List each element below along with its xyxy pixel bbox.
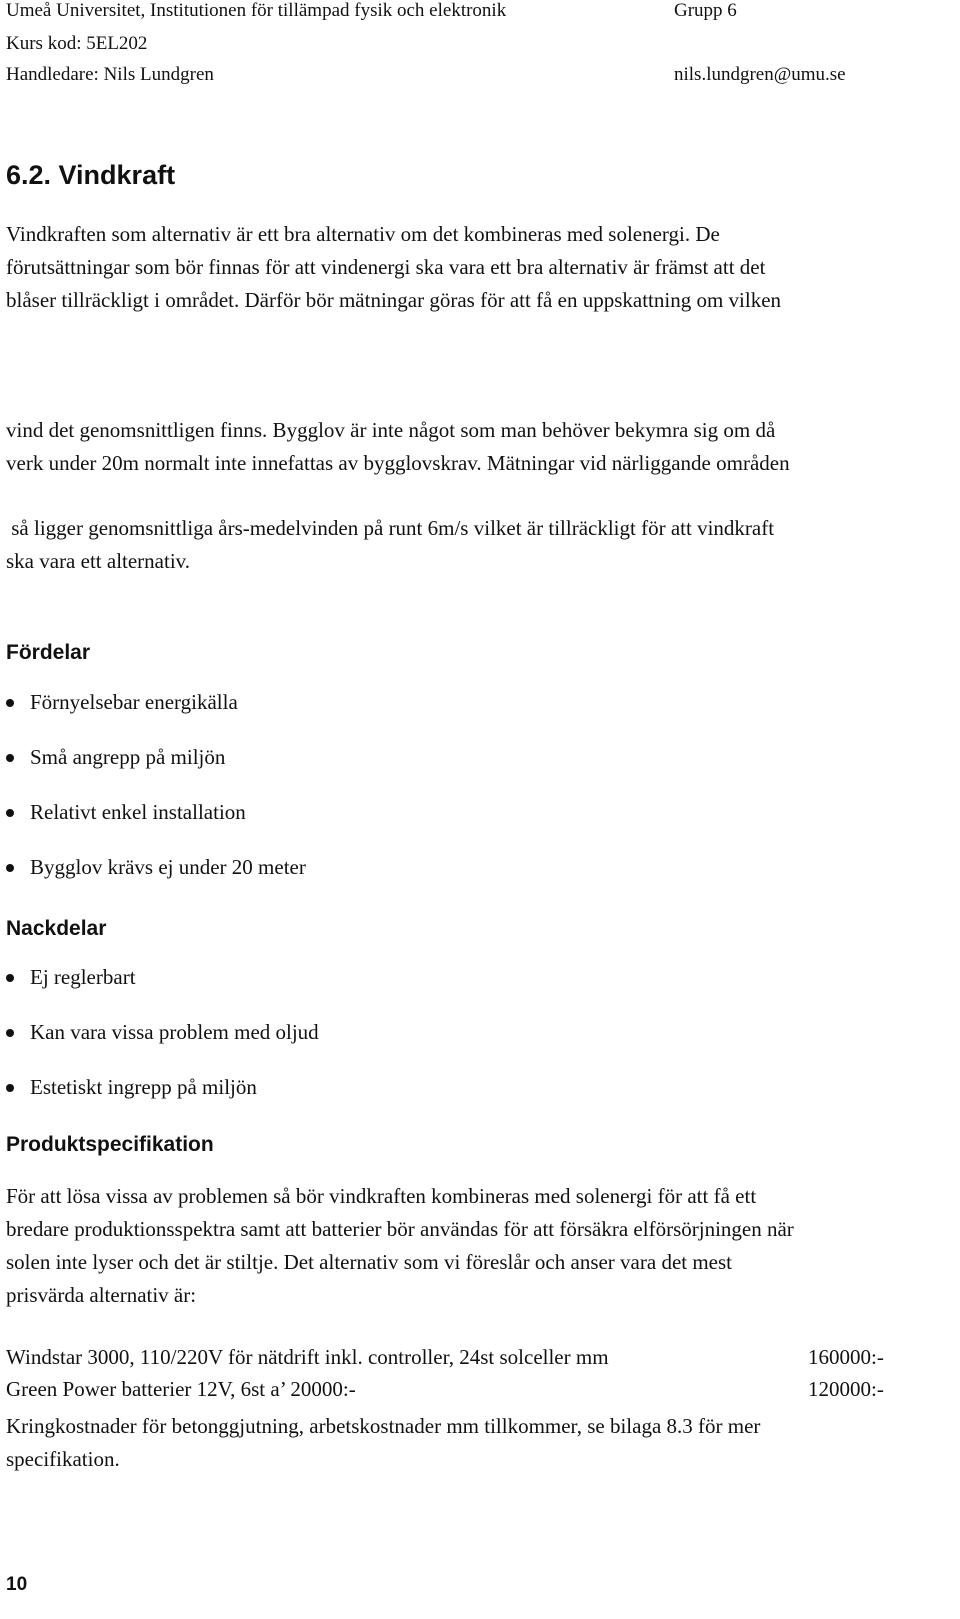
- continued-line: vind det genomsnittligen finns. Bygglov är inte något som man behöver bekymra sig om då: [6, 418, 776, 442]
- price-row: [6, 1345, 906, 1378]
- advantage-item: [6, 686, 238, 719]
- price-amount: 120000:-: [808, 1377, 884, 1401]
- product-spec-line: För att lösa vissa av problemen så bör vindkraften kombineras med solenergi för att få ett: [6, 1184, 757, 1208]
- header-email: nils.lundgren@umu.se: [674, 64, 846, 85]
- advantage-text: Små angrepp på miljön: [30, 745, 226, 769]
- measurement-line: ska vara ett alternativ.: [6, 549, 191, 573]
- price-row: [6, 1377, 906, 1410]
- advantage-item: [6, 741, 225, 774]
- header-institution: Umeå Universitet, Institutionen för tillämpad fysik och elektronik: [6, 0, 507, 21]
- product-spec-heading: Produktspecifikation: [6, 1133, 214, 1156]
- advantage-text: Bygglov krävs ej under 20 meter: [30, 855, 306, 879]
- bullet-icon: [6, 699, 14, 707]
- price-description: Green Power batterier 12V, 6st a’ 20000:-: [6, 1377, 356, 1401]
- additional-costs-line: specifikation.: [6, 1447, 120, 1471]
- price-description: Windstar 3000, 110/220V för nätdrift inkl. controller, 24st solceller mm: [6, 1345, 609, 1369]
- bullet-icon: [6, 1084, 14, 1092]
- disadvantage-item: [6, 1016, 319, 1049]
- continued-line: verk under 20m normalt inte innefattas av bygglovskrav. Mätningar vid närliggande områden: [6, 451, 790, 475]
- intro-line: förutsättningar som bör finnas för att vindenergi ska vara ett bra alternativ är främst att det: [6, 255, 766, 279]
- header-supervisor: Handledare: Nils Lundgren: [6, 64, 214, 85]
- bullet-icon: [6, 754, 14, 762]
- additional-costs-line: Kringkostnader för betonggjutning, arbetskostnader mm tillkommer, se bilaga 8.3 för mer: [6, 1414, 761, 1438]
- disadvantage-item: [6, 961, 136, 994]
- advantage-text: Relativt enkel installation: [30, 800, 246, 824]
- disadvantage-text: Estetiskt ingrepp på miljön: [30, 1075, 257, 1099]
- advantage-text: Förnyelsebar energikälla: [30, 690, 238, 714]
- page-number: 10: [6, 1574, 28, 1595]
- disadvantage-text: Kan vara vissa problem med oljud: [30, 1020, 319, 1044]
- advantages-heading: Fördelar: [6, 641, 91, 664]
- advantage-item: [6, 796, 246, 829]
- intro-line: Vindkraften som alternativ är ett bra alternativ om det kombineras med solenergi. De: [6, 222, 720, 246]
- section-title: 6.2. Vindkraft: [6, 160, 176, 190]
- disadvantage-item: [6, 1071, 257, 1104]
- bullet-icon: [6, 974, 14, 982]
- header-course-code: Kurs kod: 5EL202: [6, 33, 148, 54]
- bullet-icon: [6, 864, 14, 872]
- price-amount: 160000:-: [808, 1345, 884, 1369]
- product-spec-line: bredare produktionsspektra samt att batterier bör användas för att försäkra elförsörjningen när: [6, 1217, 794, 1241]
- intro-line: blåser tillräckligt i området. Därför bör mätningar göras för att få en uppskattning om vilken: [6, 288, 782, 312]
- advantage-item: [6, 851, 306, 884]
- disadvantages-heading: Nackdelar: [6, 917, 107, 940]
- header-group: Grupp 6: [674, 0, 737, 21]
- product-spec-line: prisvärda alternativ är:: [6, 1283, 197, 1307]
- product-spec-line: solen inte lyser och det är stiltje. Det alternativ som vi föreslår och anser vara det mest: [6, 1250, 733, 1274]
- bullet-icon: [6, 809, 14, 817]
- measurement-line: så ligger genomsnittliga års-medelvinden på runt 6m/s vilket är tillräckligt för att vindkraft: [6, 516, 775, 540]
- disadvantage-text: Ej reglerbart: [30, 965, 136, 989]
- bullet-icon: [6, 1029, 14, 1037]
